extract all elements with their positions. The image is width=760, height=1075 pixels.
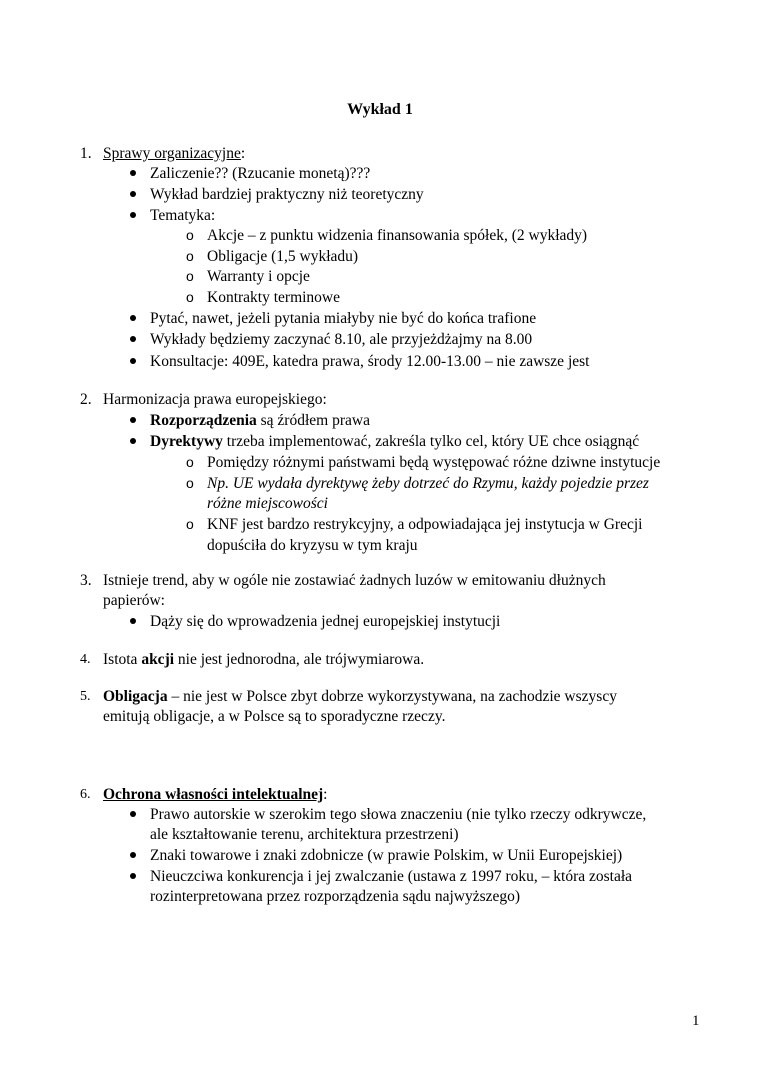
- list-item: Znaki towarowe i znaki zdobnicze (w prawie Polskim, w Unii Europejskiej): [150, 847, 623, 864]
- sub-list-item: Warranty i opcje: [207, 268, 310, 285]
- text-fragment: Istota: [103, 651, 142, 668]
- heading-suffix: :: [240, 145, 246, 162]
- list-item: [150, 410, 370, 431]
- sub-list-item: Pomiędzy różnymi państwami będą występować różne dziwne instytucje: [207, 454, 661, 471]
- sub-list-item: Akcje – z punktu widzenia finansowania spółek, (2 wykłady): [207, 227, 588, 244]
- list-item: Zaliczenie?? (Rzucanie monetą)???: [150, 165, 371, 182]
- bold-term: Obligacja: [103, 688, 168, 705]
- section-heading: Harmonizacja prawa europejskiego:: [103, 391, 327, 408]
- section-paragraph: [103, 649, 424, 670]
- section-number: 6.: [80, 787, 91, 802]
- list-item: Wykład bardziej praktyczny niż teoretyczny: [150, 186, 424, 203]
- section-number: 5.: [80, 689, 91, 704]
- section-paragraph: Istnieje trend, aby w ogóle nie zostawiać żadnych luzów w emitowaniu dłużnych: [103, 572, 606, 589]
- section-number: 4.: [80, 652, 91, 667]
- bold-term: Dyrektywy: [150, 433, 223, 450]
- bullet-icon: [130, 438, 136, 444]
- bullet-icon: [130, 811, 136, 817]
- bullet-icon: [130, 417, 136, 423]
- section-number: 1.: [80, 145, 92, 162]
- term-description: trzeba implementować, zakreśla tylko cel, który UE chce osiągnąć: [222, 433, 640, 450]
- list-item: Dąży się do wprowadzenia jednej europejskiej instytucji: [150, 613, 501, 630]
- sub-list-item: Np. UE wydała dyrektywę żeby dotrzeć do Rzymu, każdy pojedzie przez: [207, 475, 649, 492]
- circle-bullet-icon: o: [186, 248, 194, 264]
- list-item: [150, 431, 639, 452]
- bullet-icon: [130, 618, 136, 624]
- section-heading-text: Sprawy organizacyjne: [103, 145, 241, 162]
- list-item: Prawo autorskie w szerokim tego słowa znaczeniu (nie tylko rzeczy odkrywcze,: [150, 806, 647, 823]
- text-fragment: – nie jest w Polsce zbyt dobrze wykorzystywana, na zachodzie wszyscy: [167, 688, 617, 705]
- text-fragment: nie jest jednorodna, ale trójwymiarowa.: [174, 651, 425, 668]
- list-item-continuation: ale kształtowanie terenu, architektura przestrzeni): [150, 826, 459, 843]
- bold-term: Rozporządzenia: [150, 412, 257, 429]
- bold-term: akcji: [141, 651, 175, 668]
- section-heading-text: Ochrona własności intelektualnej: [103, 786, 324, 803]
- circle-bullet-icon: o: [186, 516, 194, 532]
- section-paragraph-continuation: papierów:: [103, 592, 165, 609]
- list-item: Tematyka:: [150, 207, 216, 224]
- sub-list-item-continuation: różne miejscowości: [207, 495, 328, 512]
- term-description: są źródłem prawa: [256, 412, 370, 429]
- bullet-icon: [130, 191, 136, 197]
- section-heading: [103, 784, 327, 805]
- document-title: Wykład 1: [347, 101, 413, 118]
- bullet-icon: [130, 212, 136, 218]
- circle-bullet-icon: o: [186, 227, 194, 243]
- circle-bullet-icon: o: [186, 475, 194, 491]
- bullet-icon: [130, 315, 136, 321]
- bullet-icon: [130, 873, 136, 879]
- circle-bullet-icon: o: [186, 268, 194, 284]
- bullet-icon: [130, 852, 136, 858]
- section-paragraph-continuation: emitują obligacje, a w Polsce są to sporadyczne rzeczy.: [103, 708, 446, 725]
- section-number: 2.: [80, 391, 92, 408]
- sub-list-item: KNF jest bardzo restrykcyjny, a odpowiadająca jej instytucja w Grecji: [207, 516, 643, 533]
- bullet-icon: [130, 358, 136, 364]
- list-item: Nieuczciwa konkurencja i jej zwalczanie (ustawa z 1997 roku, – która została: [150, 868, 633, 885]
- bullet-icon: [130, 170, 136, 176]
- sub-list-item: Obligacje (1,5 wykładu): [207, 248, 359, 265]
- list-item: Wykłady będziemy zaczynać 8.10, ale przyjeżdżajmy na 8.00: [150, 331, 533, 348]
- sub-list-item-continuation: dopuściła do kryzysu w tym kraju: [207, 537, 418, 554]
- list-item: Konsultacje: 409E, katedra prawa, środy 12.00-13.00 – nie zawsze jest: [150, 353, 590, 370]
- circle-bullet-icon: o: [186, 289, 194, 305]
- heading-suffix: :: [323, 786, 328, 803]
- circle-bullet-icon: o: [186, 454, 194, 470]
- section-number: 3.: [80, 572, 92, 589]
- list-item: Pytać, nawet, jeżeli pytania miałyby nie być do końca trafione: [150, 310, 537, 327]
- sub-list-item: Kontrakty terminowe: [207, 289, 341, 306]
- section-heading: [103, 143, 245, 164]
- list-item-continuation: rozinterpretowana przez rozporządzenia sądu najwyższego): [150, 888, 521, 905]
- section-paragraph: [103, 686, 617, 707]
- bullet-icon: [130, 336, 136, 342]
- page-number: 1: [692, 1013, 700, 1029]
